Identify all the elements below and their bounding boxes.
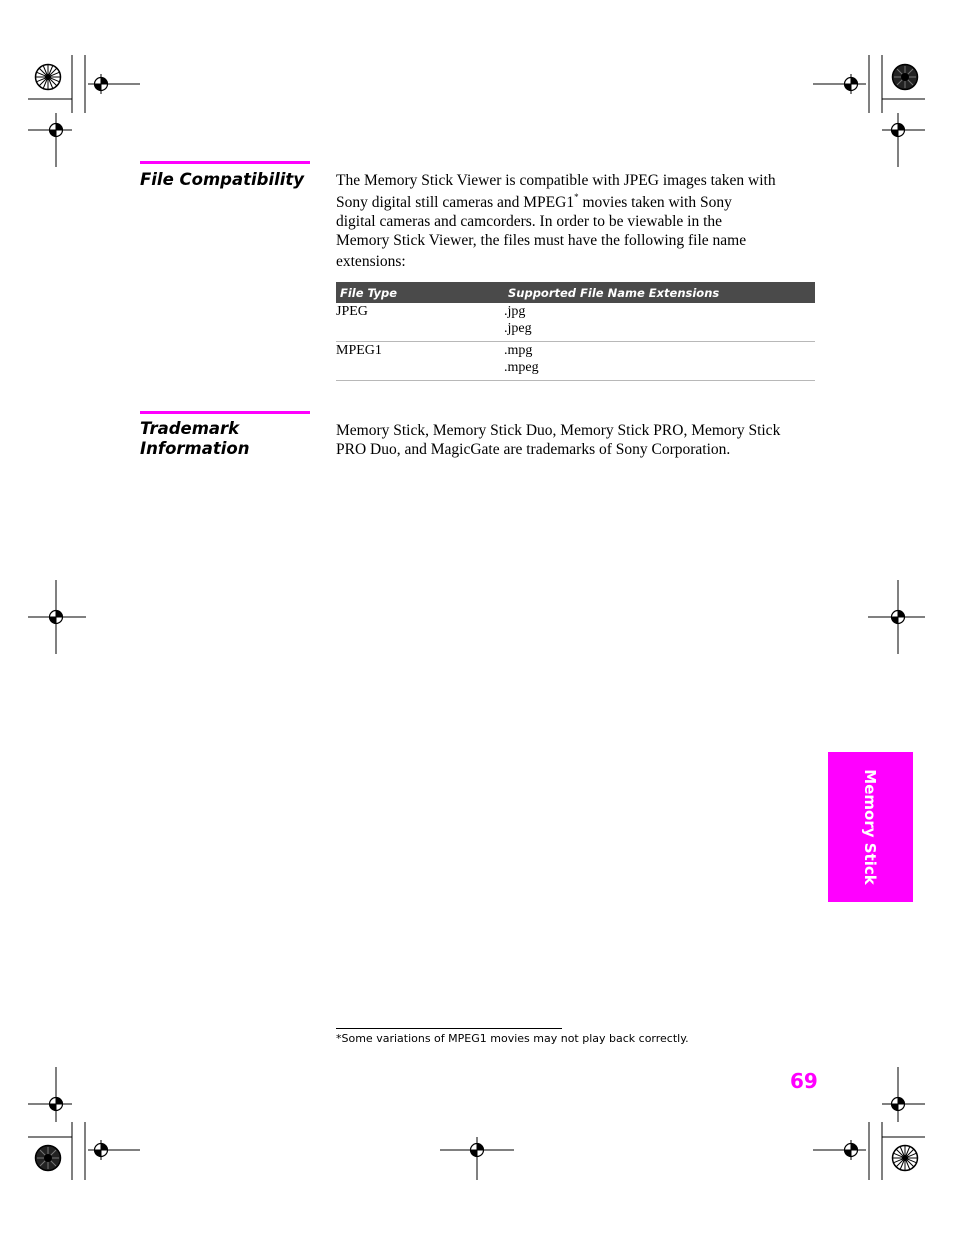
side-tab-label: Memory Stick (861, 769, 879, 885)
paragraph-line: Memory Stick, Memory Stick Duo, Memory Stick PRO, Memory Stick (336, 422, 781, 439)
paragraph-fragment: movies taken with Sony (578, 194, 732, 211)
heading-line: File Compatibility (140, 170, 305, 189)
paragraph-line: digital cameras and camcorders. In order to be viewable in the (336, 213, 723, 230)
page-number: 69 (790, 1069, 818, 1093)
paragraph-line: The Memory Stick Viewer is compatible with JPEG images taken with (336, 172, 776, 189)
table-header-extensions: Supported File Name Extensions (508, 286, 720, 300)
paragraph-fragment: Sony digital still cameras and MPEG1 (336, 194, 575, 211)
footnote-marker: * (574, 192, 579, 202)
paragraph-line: PRO Duo, and MagicGate are trademarks of Sony Corporation. (336, 441, 731, 458)
table-cell-type: JPEG (336, 304, 368, 319)
table-cell-type: MPEG1 (336, 343, 382, 358)
footnote: *Some variations of MPEG1 movies may not play back correctly. (336, 1032, 689, 1045)
table-header-file-type: File Type (340, 286, 398, 300)
paragraph-line: extensions: (336, 253, 406, 270)
heading-line: Information (140, 439, 250, 458)
table-cell-extension: .mpg (504, 343, 533, 358)
heading-line: Trademark (140, 419, 240, 438)
table-cell-extension: .jpg (504, 304, 526, 319)
table-cell-extension: .jpeg (504, 321, 532, 336)
paragraph-line: Memory Stick Viewer, the files must have the following file name (336, 232, 747, 249)
table-cell-extension: .mpeg (504, 360, 539, 375)
